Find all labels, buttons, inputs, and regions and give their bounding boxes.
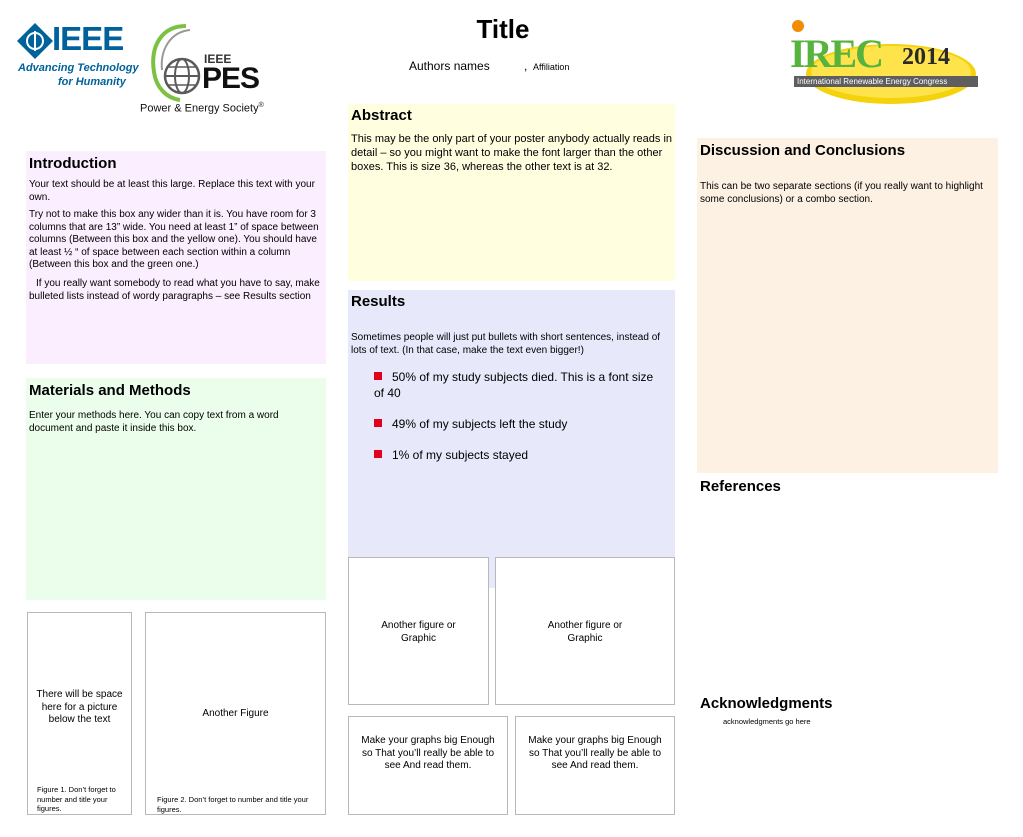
graph-b-label: Make your graphs big Enough so That you’ll really be able to see And read them. xyxy=(528,735,662,771)
affiliation: Affiliation xyxy=(533,62,570,72)
bullet-square-icon xyxy=(374,372,382,380)
graph-a-frame xyxy=(348,716,508,815)
acknowledgments-text: acknowledgments go here xyxy=(723,717,811,726)
figure-a-label: Another figure or Graphic xyxy=(381,620,456,644)
introduction-p2: Try not to make this box any wider than it is. You have room for 3 columns that are 13” wide. You need at least 1” of space between columns (Between this box and the yellow one). You should have at least ½ “ of space between each section within a column (Between this box and the green one.) xyxy=(29,209,319,270)
another-figure-frame xyxy=(145,612,326,815)
abstract-text: This may be the only part of your poster anybody actually reads in detail – so you might want to make the font larger than the other boxes. This is size 36, whereas the other text is at 32. xyxy=(351,133,673,173)
abstract-heading: Abstract xyxy=(351,107,412,124)
ieee-tagline-1: Advancing Technology xyxy=(18,62,139,74)
graph-b-frame xyxy=(515,716,675,815)
pes-logo xyxy=(140,22,280,120)
results-heading: Results xyxy=(351,293,406,310)
picture-placeholder: There will be space here for a picture below the text xyxy=(36,689,123,725)
discussion-heading: Discussion and Conclusions xyxy=(700,142,906,159)
results-bullet-1: 50% of my study subjects died. This is a font size of 40 xyxy=(374,370,654,400)
authors: Authors names xyxy=(409,59,490,73)
methods-heading: Materials and Methods xyxy=(29,382,191,399)
irec-logo xyxy=(786,14,986,109)
poster-title: Title xyxy=(476,14,530,44)
results-text: Sometimes people will just put bullets with short sentences, instead of lots of text. (In that case, make the text even bigger!) xyxy=(351,332,661,356)
ieee-wordmark: IEEE xyxy=(52,20,124,57)
introduction-p1: Your text should be at least this large. Replace this text with your own. xyxy=(29,179,315,203)
acknowledgments-heading: Acknowledgments xyxy=(700,695,833,712)
pes-caption: Power & Energy Society® xyxy=(140,102,264,115)
references-heading: References xyxy=(700,478,781,495)
abstract-box xyxy=(348,104,675,281)
separator: , xyxy=(524,59,528,73)
results-bullet-3: 1% of my subjects stayed xyxy=(374,447,664,463)
ieee-diamond-icon xyxy=(16,22,54,60)
irec-year: 2014 xyxy=(902,44,950,70)
bullet-square-icon xyxy=(374,450,382,458)
bullet-square-icon xyxy=(374,419,382,427)
figure-a-frame xyxy=(348,557,489,705)
discussion-text: This can be two separate sections (if you really want to highlight some conclusions) or a combo section. xyxy=(700,181,983,205)
introduction-p3: If you really want somebody to read what you have to say, make bulleted lists instead of wordy paragraphs – see Results section xyxy=(29,278,320,302)
irec-wordmark: IREC xyxy=(790,31,883,76)
irec-subtitle: International Renewable Energy Congress xyxy=(794,76,978,87)
figure-b-frame xyxy=(495,557,675,705)
pes-ieee-small: IEEE xyxy=(204,52,232,66)
ieee-tagline-2: for Humanity xyxy=(58,76,126,88)
figure-1-caption: Figure 1. Don’t forget to number and title your figures. xyxy=(37,785,116,813)
results-bullet-2: 49% of my subjects left the study xyxy=(374,416,664,432)
another-figure-label: Another Figure xyxy=(202,708,269,719)
figure-b-label: Another figure or Graphic xyxy=(547,620,623,644)
methods-text: Enter your methods here. You can copy text from a word document and paste it inside this box. xyxy=(29,410,279,434)
discussion-box xyxy=(697,138,998,473)
introduction-box xyxy=(26,151,326,364)
results-box xyxy=(348,290,675,588)
figure-2-caption: Figure 2. Don’t forget to number and title your figures. xyxy=(157,795,309,814)
graph-a-label: Make your graphs big Enough so That you’ll really be able to see And read them. xyxy=(361,735,495,771)
methods-box xyxy=(26,378,326,600)
picture-frame xyxy=(27,612,132,815)
ieee-logo xyxy=(16,20,139,92)
introduction-heading: Introduction xyxy=(29,155,117,172)
pes-wordmark: PES xyxy=(202,62,260,95)
